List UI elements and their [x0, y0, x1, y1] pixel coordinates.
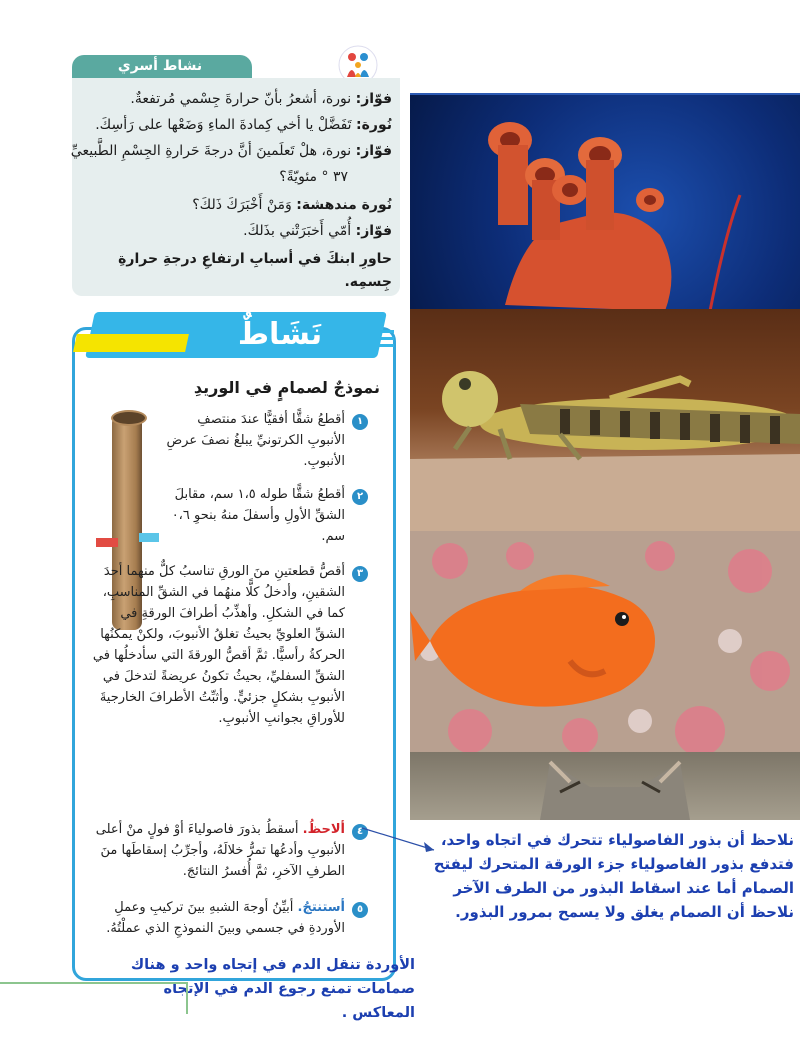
dialogue-line: فوّاز: أُمّي أَخبَرَتْني بذَلكَ.	[243, 223, 392, 239]
family-activity-label: نشاط أسري	[117, 58, 203, 74]
dialogue-line: فوّاز: نورة، أشعرُ بأنّ حرارةَ جِسْمي مُرتفعةٌ.	[130, 91, 392, 107]
activity-banner-accent	[73, 334, 189, 352]
dialogue-line: فوّاز: نورة، هلْ تَعلَمينَ أنَّ درجةَ حَرارةِ الجِسْمِ الطَّبيعيِّ	[70, 143, 392, 159]
family-activity-box	[72, 78, 400, 296]
locust-photo	[410, 309, 800, 531]
tube-opening	[111, 410, 147, 426]
observation-note: نلاحظ أن بذور الفاصولياء تتحرك في اتجاه واحد، فتدفع بذور الفاصولياء جزء الورقة المتحرك ليفتح الصمام أما عند اسقاط البذور من الطرف الآخر نلاحظ أن الصمام يغلق ولا يسمح بمرور البذور.	[433, 831, 794, 921]
paper-flap-blue	[139, 533, 159, 542]
step-text: ألاحظُ. أسقطُ بذورَ فاصولياءَ أوْ فولٍ منْ أعلى الأنبوبِ وأدعُها تمرُّ خلالَهُ، وأجرِّبُ إسقاطَها منَ الطرفِ الآخرِ، ثمَّ أُفسرُ النتائجَ.	[95, 822, 345, 879]
step-number: ٢	[352, 489, 368, 505]
cat-illustration	[410, 752, 800, 820]
dialogue-line: نُورة: تَفَضَّلْ يا أخي كِمادةَ الماءِ وَضَعْها على رَأسِكَ.	[95, 117, 392, 133]
step-text: أقطعُ شقًّا طوله ١،٥ سم، مقابلَ الشقِّ الأولِ وأسفلَ منهُ بنحوِ ٠،٦ سم.	[171, 487, 345, 544]
step-number: ١	[352, 414, 368, 430]
dialogue-line: ٣٧ ° مئويّةً؟	[279, 169, 348, 185]
activity-title: نَشَاطٌ	[237, 317, 323, 352]
menu-lines-icon	[370, 330, 394, 351]
step-number: ٥	[352, 902, 368, 918]
step-number: ٣	[352, 566, 368, 582]
paper-flap-red	[96, 538, 118, 547]
step-text: أستنتجُ. أبيِّنُ أوجهَ الشبهِ بينَ تركيبِ وعملِ الأوردةِ في جسمي وبينَ النموذجِ الذي عملْتُهُ.	[106, 900, 345, 936]
pointer-arrow-icon	[360, 820, 440, 860]
cat-photo	[410, 752, 800, 820]
decorative-frame-line	[0, 982, 188, 1014]
fish-illustration	[410, 531, 800, 752]
conclusion-note: الأوردة تنقل الدم في إتجاه واحد و هناك صمامات تمنع رجوع الدم في الإتجاه المعاكس .	[130, 957, 415, 1021]
sea-sponge-photo	[410, 93, 800, 311]
dialogue-line: نُورة مندهشة: وَمَنْ أَخْبَرَكَ ذَلكَ؟	[192, 197, 392, 213]
step-number: ٤	[352, 824, 368, 840]
activity-subtitle: نموذجٌ لصمامٍ في الوريدِ	[193, 378, 380, 397]
sea-sponge-illustration	[410, 95, 800, 311]
locust-illustration	[410, 309, 800, 531]
garibaldi-fish-photo	[410, 531, 800, 752]
step-text: أقصُّ قطعتينِ منَ الورقِ تناسبُ كلٌّ منهما أحدَ الشقينِ، وأدخلُ كلًّا منهُما في الشقِّ المناسبِ، كما في الشكلِ. وأهذِّبُ أطرافَ الورقةِ في الشقِّ العلويِّ بحيثُ تغلقُ الأنبوبَ، ولكنْ يمكنُها الحركةُ رأسيًّا. ثمَّ أقصُّ الورقةَ التي سأدخلُها في الشقِّ السفليِّ، بحيثُ تكونُ عريضةً لتدخلَ في الأنبوبِ بشكلٍ جزئيٍّ. وأثبِّتُ الأطرافَ الخارجيةَ للأوراقِ بجوانبِ الأنبوبِ.	[92, 564, 345, 726]
family-prompt: حاورِ ابنكَ في أسبابِ ارتفاعِ درجةِ حرارةِ جِسمِه.	[118, 251, 392, 290]
step-text: أقطعُ شقًّا أفقيًّا عندَ منتصفِ الأنبوبِ الكرتونيِّ يبلغُ نصفَ عرضِ الأنبوبِ.	[166, 412, 345, 469]
